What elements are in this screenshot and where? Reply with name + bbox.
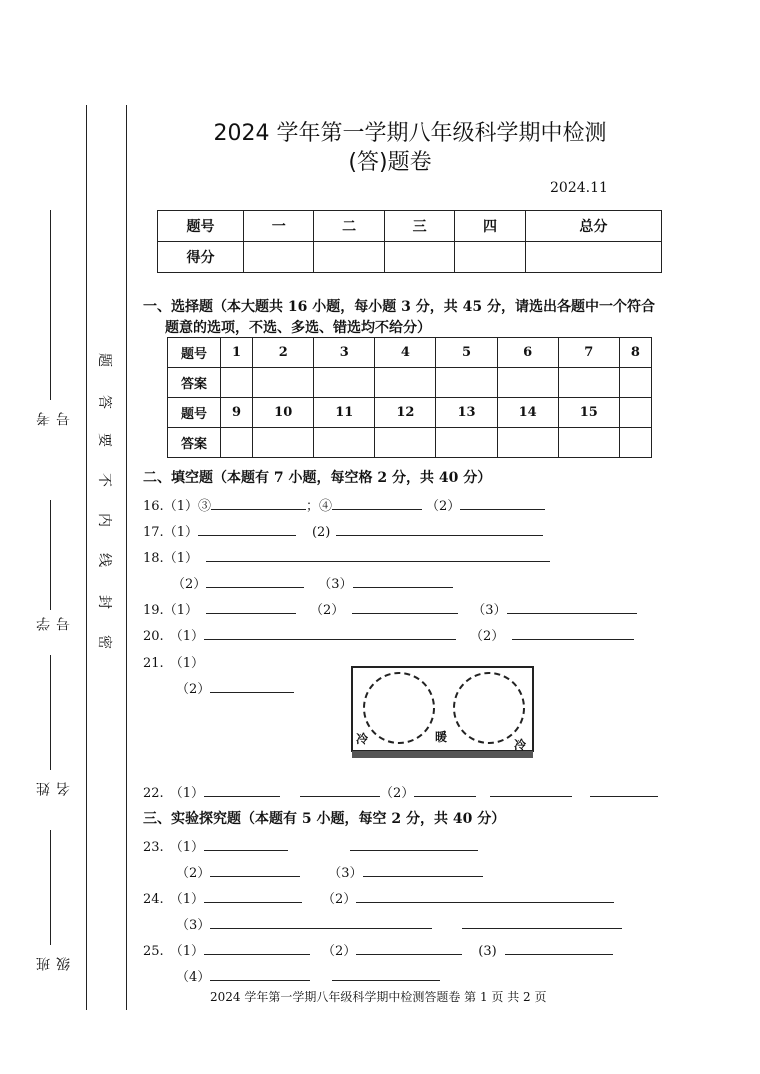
mc-label: 题号	[168, 398, 221, 428]
part-label: （4）	[176, 970, 211, 985]
warning-char: 内	[96, 513, 112, 527]
answer-blank[interactable]	[210, 968, 310, 981]
q23-row2	[176, 862, 483, 881]
answer-cell[interactable]	[253, 428, 314, 458]
warning-char: 线	[96, 553, 112, 567]
answer-blank[interactable]	[206, 575, 304, 588]
banji-label: 班级	[36, 955, 72, 971]
part-label: （2）	[321, 944, 357, 959]
warning-char: 答	[96, 395, 112, 409]
q24	[143, 888, 614, 907]
answer-blank[interactable]	[590, 784, 658, 797]
section1-heading: 一、选择题（本大题共 16 小题，每小题 3 分，共 45 分，请选出各题中一个符合	[143, 299, 655, 315]
answer-cell[interactable]	[436, 428, 497, 458]
answer-cell[interactable]	[253, 368, 314, 398]
mc-number: 4	[375, 338, 436, 368]
answer-blank[interactable]	[210, 864, 300, 877]
part-label: （2）	[321, 892, 357, 907]
q25-row2	[176, 966, 440, 985]
q21	[143, 652, 204, 671]
answer-blank[interactable]	[204, 627, 456, 640]
cold-label-right: 冷	[514, 738, 527, 752]
q24-row2	[176, 914, 622, 933]
figure-base	[352, 751, 533, 758]
score-row-label: 得分	[158, 242, 244, 273]
q-number: 17.	[143, 525, 164, 540]
part-label: （1）	[169, 944, 204, 959]
xuehao-blank	[50, 500, 51, 610]
answer-blank[interactable]	[505, 942, 613, 955]
part-label: （2）	[176, 682, 211, 697]
part-label: （2）	[172, 577, 207, 592]
score-cell[interactable]	[244, 242, 314, 273]
q19	[143, 599, 637, 618]
part-label: (2)	[311, 525, 331, 540]
mc-label: 答案	[168, 428, 221, 458]
section3-heading: 三、实验探究题（本题有 5 小题，每空 2 分，共 40 分）	[143, 811, 506, 827]
answer-cell[interactable]	[558, 428, 619, 458]
answer-blank[interactable]	[356, 890, 614, 903]
q-number: 16.	[143, 499, 164, 514]
answer-blank[interactable]	[198, 523, 296, 536]
answer-blank[interactable]	[356, 942, 462, 955]
part-separator: ；④	[305, 499, 332, 514]
score-table	[157, 210, 662, 273]
answer-blank[interactable]	[352, 601, 458, 614]
part-label: (3)	[478, 944, 497, 959]
score-header: 总分	[525, 211, 661, 242]
mc-number: 1	[221, 338, 253, 368]
page-subtitle: (答)题卷	[348, 150, 432, 175]
mc-number: 3	[314, 338, 375, 368]
answer-cell[interactable]	[436, 368, 497, 398]
q23	[143, 836, 478, 855]
answer-blank[interactable]	[462, 916, 622, 929]
answer-blank[interactable]	[204, 890, 302, 903]
part-label: （1）	[163, 551, 198, 566]
mc-number: 15	[558, 398, 619, 428]
answer-cell[interactable]	[558, 368, 619, 398]
answer-blank[interactable]	[204, 784, 280, 797]
part-label: （3）	[176, 918, 211, 933]
answer-cell[interactable]	[314, 428, 375, 458]
q-number: 18.	[143, 551, 164, 566]
answer-blank[interactable]	[353, 575, 453, 588]
answer-cell[interactable]	[619, 428, 651, 458]
part-label: （2）	[425, 499, 461, 514]
page-title: 2024 学年第一学期八年级科学期中检测	[213, 121, 607, 146]
part-label: （3）	[318, 577, 353, 592]
mc-number: 5	[436, 338, 497, 368]
answer-blank[interactable]	[512, 627, 634, 640]
answer-cell[interactable]	[375, 428, 436, 458]
part-label: （1）	[169, 656, 204, 671]
page-footer: 2024 学年第一学期八年级科学期中检测答题卷 第 1 页 共 2 页	[210, 990, 547, 1004]
figure-svg	[351, 666, 534, 760]
answer-cell[interactable]	[497, 368, 558, 398]
mc-number: 9	[221, 398, 253, 428]
score-cell[interactable]	[384, 242, 454, 273]
score-cell[interactable]	[525, 242, 661, 273]
answer-blank[interactable]	[507, 601, 637, 614]
q-number: 22.	[143, 786, 164, 801]
xingming-label: 姓名	[36, 780, 72, 796]
q22	[143, 782, 658, 801]
mc-number: 6	[497, 338, 558, 368]
xingming-blank	[50, 830, 51, 945]
warning-char: 封	[96, 595, 112, 609]
left-circle	[364, 673, 434, 743]
answer-cell[interactable]	[619, 368, 651, 398]
q25	[143, 940, 613, 959]
answer-blank[interactable]	[210, 680, 294, 693]
answer-blank[interactable]	[206, 601, 296, 614]
answer-cell[interactable]	[497, 428, 558, 458]
mc-number: 13	[436, 398, 497, 428]
choice-answer-table	[167, 337, 652, 458]
answer-blank[interactable]	[350, 838, 478, 851]
answer-blank[interactable]	[210, 916, 432, 929]
part-label: （1）	[169, 786, 204, 801]
part-label: （3）	[472, 603, 507, 618]
q16	[143, 495, 545, 514]
mc-number: 2	[253, 338, 314, 368]
answer-blank[interactable]	[490, 784, 572, 797]
warm-label: 暖	[435, 730, 448, 744]
answer-blank[interactable]	[300, 784, 380, 797]
score-header: 二	[314, 211, 384, 242]
answer-cell[interactable]	[375, 368, 436, 398]
answer-cell[interactable]	[221, 428, 253, 458]
score-header: 一	[244, 211, 314, 242]
score-header: 三	[384, 211, 454, 242]
score-cell[interactable]	[455, 242, 525, 273]
warning-char: 不	[96, 473, 112, 487]
binding-line-left	[86, 105, 87, 1010]
q18	[143, 547, 550, 566]
q17	[143, 521, 543, 540]
q20	[143, 625, 634, 644]
answer-cell[interactable]	[221, 368, 253, 398]
answer-blank[interactable]	[363, 864, 483, 877]
answer-cell[interactable]	[314, 368, 375, 398]
q-number: 20.	[143, 629, 164, 644]
answer-blank[interactable]	[204, 838, 288, 851]
part-label: （1）	[163, 525, 198, 540]
warning-char: 题	[96, 353, 112, 367]
binding-line-right	[126, 105, 127, 1010]
score-header: 四	[455, 211, 525, 242]
q-number: 21.	[143, 656, 164, 671]
q-number: 19.	[143, 603, 164, 618]
right-circle	[454, 673, 524, 743]
mc-number: 12	[375, 398, 436, 428]
warning-char: 密	[96, 635, 112, 649]
answer-blank[interactable]	[204, 942, 310, 955]
answer-blank[interactable]	[206, 549, 550, 562]
mc-number: 10	[253, 398, 314, 428]
section2-heading: 二、填空题（本题有 7 小题，每空格 2 分，共 40 分）	[143, 470, 492, 486]
part-label: （1）	[163, 603, 198, 618]
answer-blank[interactable]	[414, 784, 476, 797]
answer-blank[interactable]	[332, 497, 422, 510]
cold-warm-figure	[351, 666, 534, 760]
part-label: （2）	[309, 603, 345, 618]
q-number: 25.	[143, 944, 164, 959]
mc-label: 答案	[168, 368, 221, 398]
kaohao-blank	[50, 210, 51, 400]
score-cell[interactable]	[314, 242, 384, 273]
answer-blank[interactable]	[332, 968, 440, 981]
mc-number: 14	[497, 398, 558, 428]
q18-row2	[172, 573, 453, 592]
xuehao-label: 学号	[36, 615, 72, 631]
part-label: （1）	[169, 892, 204, 907]
mc-number	[619, 398, 651, 428]
part-label: （2）	[176, 866, 211, 881]
q21-row2	[176, 678, 294, 697]
part-label: （1）	[169, 840, 204, 855]
answer-blank[interactable]	[211, 497, 306, 510]
mc-label: 题号	[168, 338, 221, 368]
mc-number: 7	[558, 338, 619, 368]
part-label: （3）	[328, 866, 363, 881]
score-header: 题号	[158, 211, 244, 242]
kaohao-label: 考号	[36, 410, 72, 426]
exam-date: 2024.11	[550, 180, 608, 196]
q-number: 24.	[143, 892, 164, 907]
warning-char: 要	[96, 433, 112, 447]
part-label: （1）	[169, 629, 204, 644]
part-label: （2）	[379, 786, 415, 801]
part-label: （1）③	[163, 499, 211, 514]
answer-blank[interactable]	[460, 497, 545, 510]
mc-number: 8	[619, 338, 651, 368]
part-label: （2）	[469, 629, 505, 644]
cold-label-left: 冷	[356, 732, 369, 746]
xuehao-blank-lower	[50, 655, 51, 770]
mc-number: 11	[314, 398, 375, 428]
section1-heading-cont: 题意的选项，不选、多选、错选均不给分）	[165, 320, 431, 336]
answer-blank[interactable]	[336, 523, 543, 536]
q-number: 23.	[143, 840, 164, 855]
